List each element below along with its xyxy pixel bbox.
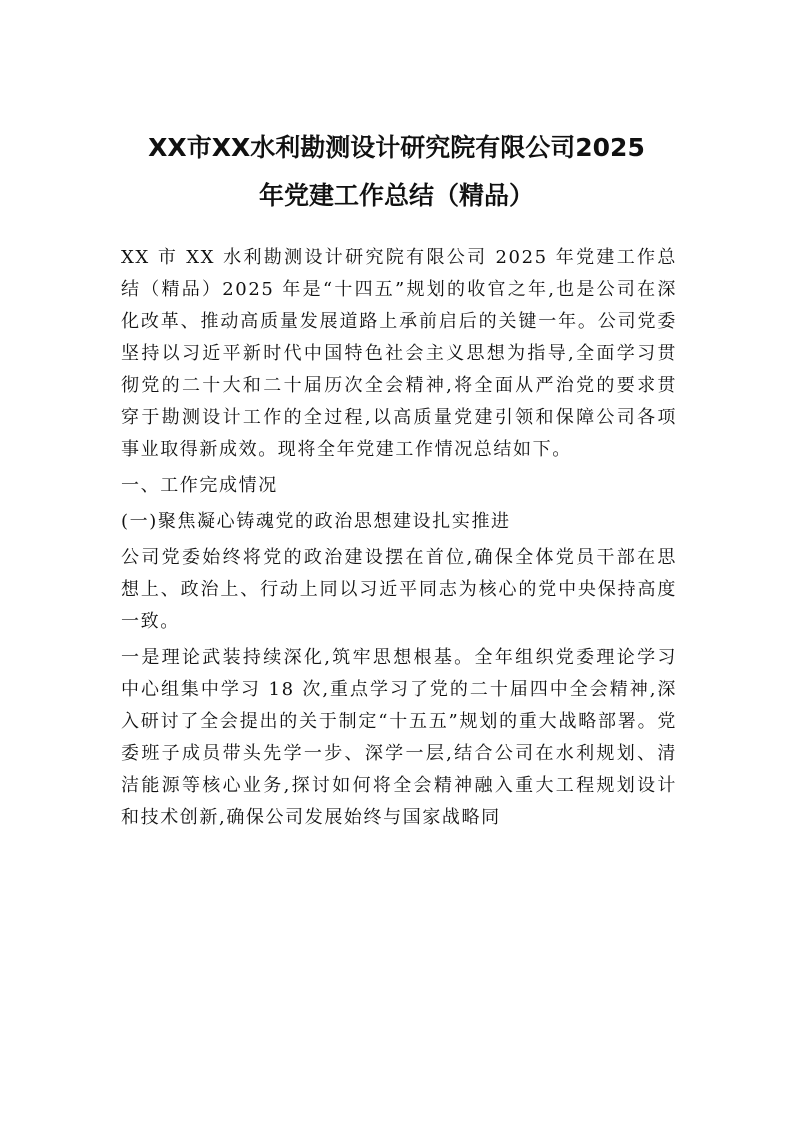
intro-paragraph: XX 市 XX 水利勘测设计研究院有限公司 2025 年党建工作总结（精品）2025 年是“十四五”规划的收官之年,也是公司在深化改革、推动高质量发展道路上承前启后的关键一年。公司党委坚持以习近平新时代中国特色社会主义思想为指导,全面学习贯彻党的二十大和二十届历次全会精神,将全面从严治党的要求贯穿于勘测设计工作的全过程,以高质量党建引领和保障公司各项事业取得新成效。现将全年党建工作情况总结如下。 xyxy=(121,247,677,460)
title-line-1: XX市XX水利勘测设计研究院有限公司2025 xyxy=(148,133,645,162)
subsection-heading-1: (一)聚焦凝心铸魂党的政治思想建设扎实推进 xyxy=(121,511,511,532)
document-body xyxy=(121,242,677,834)
body-paragraph-2: 一是理论武装持续深化,筑牢思想根基。全年组织党委理论学习中心组集中学习 18 次,重点学习了党的二十届四中全会精神,深入研讨了全会提出的关于制定“十五五”规划的重大战略部署。党委班子成员带头先学一步、深学一层,结合公司在水利规划、清洁能源等核心业务,探讨如何将全会精神融入重大工程规划设计和技术创新,确保公司发展始终与国家战略同 xyxy=(121,647,677,828)
document-title xyxy=(100,124,693,220)
title-line-2: 年党建工作总结（精品） xyxy=(258,181,534,210)
section-heading-1: 一、工作完成情况 xyxy=(121,475,278,496)
body-paragraph-1: 公司党委始终将党的政治建设摆在首位,确保全体党员干部在思想上、政治上、行动上同以习近平同志为核心的党中央保持高度一致。 xyxy=(121,547,677,632)
